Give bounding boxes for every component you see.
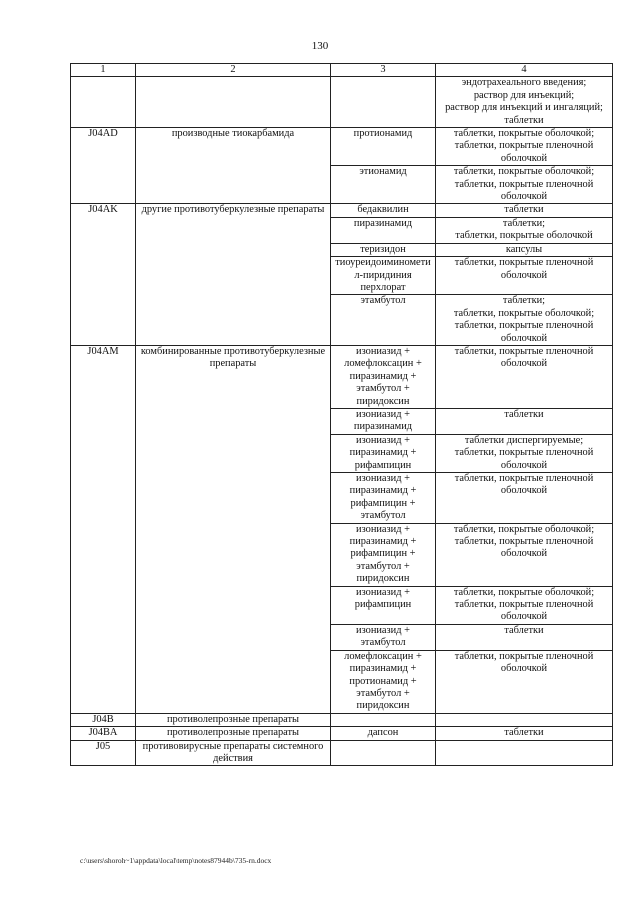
substance-cell: изониазид + рифампицин — [331, 586, 436, 624]
dosage-form-cell: таблетки, покрытые оболочкой; таблетки, покрытые пленочной оболочкой — [436, 523, 613, 586]
page-number: 130 — [311, 40, 329, 52]
drug-table — [70, 63, 613, 766]
column-header-4: 4 — [436, 64, 613, 77]
substance-cell: изониазид + этамбутол — [331, 624, 436, 650]
dosage-form-cell: капсулы — [436, 243, 613, 256]
dosage-form-cell: таблетки, покрытые пленочной оболочкой — [436, 345, 613, 408]
substance-cell: изониазид + пиразинамид + рифампицин — [331, 434, 436, 472]
column-header-2: 2 — [136, 64, 331, 77]
group-name-cell: противолепрозные препараты — [136, 713, 331, 726]
group-name-cell — [136, 77, 331, 128]
dosage-form-cell: таблетки, покрытые пленочной оболочкой — [436, 473, 613, 524]
table-body — [71, 77, 613, 766]
dosage-form-cell: таблетки, покрытые пленочной оболочкой — [436, 257, 613, 295]
substance-cell: теризидон — [331, 243, 436, 256]
substance-cell: изониазид + пиразинамид — [331, 408, 436, 434]
atc-code-cell: J04AM — [71, 345, 136, 713]
table-row — [71, 204, 613, 217]
atc-code-cell — [71, 77, 136, 128]
substance-cell — [331, 740, 436, 766]
dosage-form-cell — [436, 740, 613, 766]
table-row — [71, 713, 613, 726]
atc-code-cell: J04AD — [71, 128, 136, 204]
group-name-cell: противолепрозные препараты — [136, 727, 331, 740]
dosage-form-cell: таблетки; таблетки, покрытые оболочкой; таблетки, покрытые пленочной оболочкой — [436, 295, 613, 346]
dosage-form-cell: таблетки, покрытые пленочной оболочкой — [436, 650, 613, 713]
group-name-cell: комбинированные противотуберкулезные препараты — [136, 345, 331, 713]
substance-cell: изониазид + пиразинамид + рифампицин + этамбутол + пиридоксин — [331, 523, 436, 586]
footer-file-path: c:\users\shoroh~1\appdata\local\temp\notes87944b\735-rn.docx — [80, 856, 272, 865]
substance-cell: изониазид + пиразинамид + рифампицин + этамбутол — [331, 473, 436, 524]
table-row — [71, 77, 613, 128]
substance-cell: этамбутол — [331, 295, 436, 346]
substance-cell — [331, 713, 436, 726]
dosage-form-cell: таблетки, покрытые оболочкой; таблетки, покрытые пленочной оболочкой — [436, 166, 613, 204]
dosage-form-cell: эндотрахеального введения; раствор для инъекций; раствор для инъекций и ингаляций; таблетки — [436, 77, 613, 128]
atc-code-cell: J05 — [71, 740, 136, 766]
group-name-cell: другие противотуберкулезные препараты — [136, 204, 331, 345]
column-header-3: 3 — [331, 64, 436, 77]
atc-code-cell: J04AK — [71, 204, 136, 345]
substance-cell: изониазид + ломефлоксацин + пиразинамид + этамбутол + пиридоксин — [331, 345, 436, 408]
substance-cell — [331, 77, 436, 128]
dosage-form-cell — [436, 713, 613, 726]
table-row — [71, 345, 613, 408]
substance-cell: бедаквилин — [331, 204, 436, 217]
dosage-form-cell: таблетки, покрытые оболочкой; таблетки, покрытые пленочной оболочкой — [436, 128, 613, 166]
substance-cell: этионамид — [331, 166, 436, 204]
atc-code-cell: J04B — [71, 713, 136, 726]
substance-cell: дапсон — [331, 727, 436, 740]
table-header-row — [71, 64, 613, 77]
substance-cell: пиразинамид — [331, 217, 436, 243]
dosage-form-cell: таблетки, покрытые оболочкой; таблетки, покрытые пленочной оболочкой — [436, 586, 613, 624]
group-name-cell: противовирусные препараты системного действия — [136, 740, 331, 766]
group-name-cell: производные тиокарбамида — [136, 128, 331, 204]
substance-cell: тиоуреидоиминометил-пиридиния перхлорат — [331, 257, 436, 295]
column-header-1: 1 — [71, 64, 136, 77]
dosage-form-cell: таблетки — [436, 727, 613, 740]
dosage-form-cell: таблетки — [436, 408, 613, 434]
dosage-form-cell: таблетки — [436, 204, 613, 217]
substance-cell: ломефлоксацин + пиразинамид + протионамид + этамбутол + пиридоксин — [331, 650, 436, 713]
table-row — [71, 740, 613, 766]
dosage-form-cell: таблетки — [436, 624, 613, 650]
substance-cell: протионамид — [331, 128, 436, 166]
table-row — [71, 727, 613, 740]
table-row — [71, 128, 613, 166]
atc-code-cell: J04BA — [71, 727, 136, 740]
dosage-form-cell: таблетки; таблетки, покрытые оболочкой — [436, 217, 613, 243]
dosage-form-cell: таблетки диспергируемые; таблетки, покрытые пленочной оболочкой — [436, 434, 613, 472]
